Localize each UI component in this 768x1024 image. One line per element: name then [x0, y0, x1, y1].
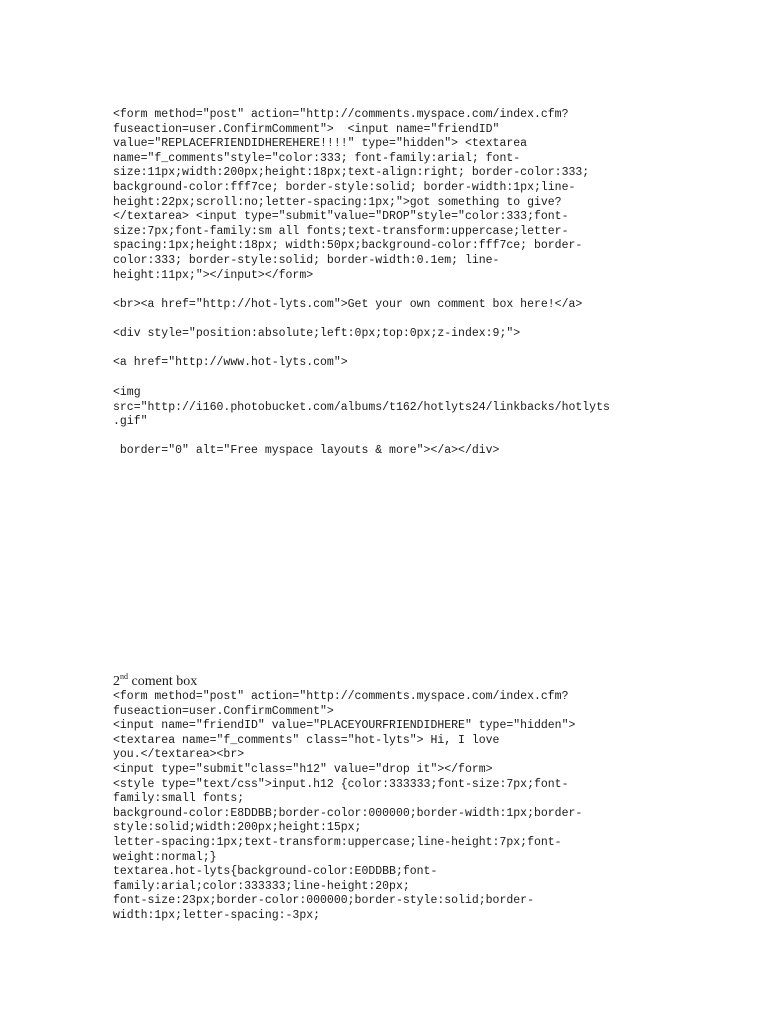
code-line: textarea.hot-lyts{background-color:E0DDBB;font-: [113, 865, 438, 879]
code-line: height:22px;scroll:no;letter-spacing:1px;">got something to give?: [113, 195, 562, 209]
code-line: size:11px;width:200px;height:18px;text-align:right; border-color:333;: [113, 166, 590, 180]
code-line: <input name="friendID" value="PLACEYOURFRIENDIDHERE" type="hidden">: [113, 719, 576, 733]
code-line-div: [113, 327, 673, 342]
code-line: size:7px;font-family:sm all fonts;text-transform:uppercase;letter-: [113, 224, 569, 238]
code-line: fuseaction=user.ConfirmComment"> <input name="friendID": [113, 122, 500, 136]
code-line: <form method="post" action="http://comments.myspace.com/index.cfm?: [113, 690, 569, 703]
heading-number: 2: [113, 674, 120, 689]
code-line: .gif": [113, 415, 148, 429]
code-line: family:small fonts;: [113, 792, 245, 806]
code-line: fuseaction=user.ConfirmComment">: [113, 704, 334, 718]
code-line: name="f_comments"style="color:333; font-family:arial; font-: [113, 151, 521, 165]
heading-ordinal-suffix: nd: [120, 672, 128, 681]
code-line: value="REPLACEFRIENDIDHEREHERE!!!!" type="hidden"> <textarea: [113, 137, 528, 151]
code-line: background-color:E8DDBB;border-color:000000;border-width:1px;border-: [113, 806, 583, 820]
code-line-border: [113, 444, 673, 459]
code-line: background-color:fff7ce; border-style:solid; border-width:1px;line-: [113, 180, 576, 194]
code-line: you.</textarea><br>: [113, 748, 245, 762]
code-line: color:333; border-style:solid; border-width:0.1em; line-: [113, 253, 500, 267]
heading-text: coment box: [128, 674, 198, 689]
code-line-br-link: [113, 298, 673, 313]
code-line: <textarea name="f_comments" class="hot-lyts"> Hi, I love: [113, 733, 500, 747]
code-line: width:1px;letter-spacing:-3px;: [113, 908, 321, 922]
code-block-img: [113, 386, 673, 430]
code-line: <style type="text/css">input.h12 {color:333333;font-size:7px;font-: [113, 777, 569, 791]
code-line: weight:normal;}: [113, 850, 217, 864]
code-line: <form method="post" action="http://comments.myspace.com/index.cfm?: [113, 108, 569, 121]
code-line: <img: [113, 386, 141, 399]
code-line-anchor: [113, 356, 673, 371]
code-line: <input type="submit"class="h12" value="drop it"></form>: [113, 762, 493, 776]
code-line: font-size:23px;border-color:000000;border-style:solid;border-: [113, 894, 534, 908]
code-line: letter-spacing:1px;text-transform:uppercase;line-height:7px;font-: [113, 835, 562, 849]
code-line: style:solid;width:200px;height:15px;: [113, 821, 362, 835]
code-line: <div style="position:absolute;left:0px;top:0px;z-index:9;">: [113, 327, 521, 340]
code-line: src="http://i160.photobucket.com/albums/t162/hotlyts24/linkbacks/hotlyts: [113, 400, 610, 414]
code-line: <a href="http://www.hot-lyts.com">: [113, 356, 348, 369]
code-line: family:arial;color:333333;line-height:20px;: [113, 879, 410, 893]
code-line: spacing:1px;height:18px; width:50px;background-color:fff7ce; border-: [113, 239, 583, 253]
code-line: height:11px;"></input></form>: [113, 268, 314, 282]
code-block-form-2: [113, 690, 673, 924]
code-line: border="0" alt="Free myspace layouts & more"></a></div>: [113, 444, 500, 457]
section-heading-second-comment-box: [113, 672, 197, 690]
code-line: </textarea> <input type="submit"value="DROP"style="color:333;font-: [113, 210, 569, 224]
code-block-form-1: [113, 108, 673, 283]
code-line: <br><a href="http://hot-lyts.com">Get your own comment box here!</a>: [113, 298, 583, 311]
